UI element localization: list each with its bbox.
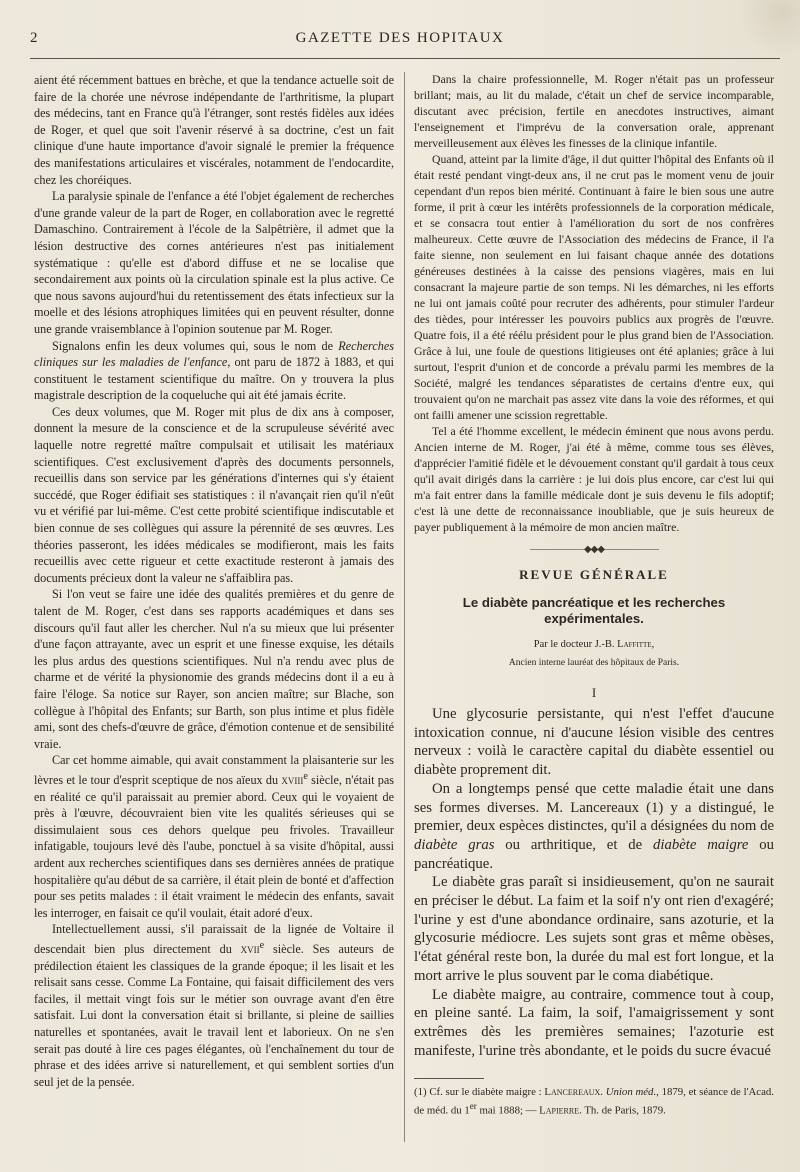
paragraph: Car cet homme aimable, qui avait constamment la plaisanterie sur les lèvres et le tour d'esprit sceptique de nos aïeux du xviii$^e$ siècle, n'était pas en réalité ce qu'il paraissait au premier abord. Ceux qui le voyaient de près à l'œuvre, découvraient bien vite les qualités sérieuses qui se dissimulaient sous ces dehors quelque peu frivoles. Travailleur infatigable, toujours levé dès l'aube, ponctuel à sa visite d'hôpital, aussi ardent aux recherches scientifiques dans ses dernières années de pratique hospitalière qu'au début de sa carrière, il était plein de bonté et d'affection pour ses petits malades : il était vraiment le médecin des enfants, savait les interroger, en faisait ce qu'il voulait, était adoré d'eux. bbox=[34, 753, 394, 920]
column-divider bbox=[404, 72, 405, 1142]
footnote-rule bbox=[414, 1078, 484, 1079]
paragraph: Le diabète gras paraît si insidieusement, qu'on ne saurait en préciser le début. La faim et la soif n'y ont rien d'exagéré; l'urine y est d'une abondance ordinaire, sans azoturie, et la glycosurie médiocre. Les sujets sont gras et même obèses, l'état général reste bon, la durée du mal est fort longue, et la mort arrive le plus souvent par le coma diabétique. bbox=[414, 874, 774, 984]
book-title: Recherches cliniques sur les maladies de l'enfance bbox=[34, 338, 394, 370]
paragraph: Signalons enfin les deux volumes qui, sous le nom de Recherches cliniques sur les maladies de l'enfance, ont paru de 1872 à 1883, et qui constituent le testament scientifique du maître. On y trouvera la plus magistrale description de la coqueluche qui ait été jamais écrite. bbox=[34, 338, 394, 403]
section-title: REVUE GÉNÉRALE bbox=[519, 567, 669, 582]
journal-title: GAZETTE DES HOPITAUX bbox=[295, 30, 505, 46]
byline: Par le docteur J.-B. Laffitte, bbox=[533, 639, 655, 650]
author-affiliation: Ancien interne lauréat des hôpitaux de Paris. bbox=[508, 658, 680, 668]
paragraph: aient été récemment battues en brèche, et que la tendance actuelle soit de faire de la chorée une névrose indépendante de l'arthritisme, la plupart des médecins, tant en France qu'à l'étranger, sont restés fidèles aux idées de Roger, et quel que soit l'avenir réservé à sa doctrine, c'est un fait clinique d'une haute importance d'avoir signalé le premier la fréquence des manifestations articulaires et viscérales, notamment de l'endocardite, chez les choréiques. bbox=[34, 73, 394, 187]
paragraph: Si l'on veut se faire une idée des qualités premières et du genre de talent de M. Roger, c'est dans ses rapports académiques et dans ses discours qu'il faut aller les chercher. Nul n'a su mieux que lui présenter d'une façon attrayante, avec un esprit et une finesse exquise, les détails les plus ardus des questions scientifiques. Nul n'a rendu avec plus de charme et de vérité la physionomie des grands médecins dont il a eu à faire l'éloge. Sa notice sur Rayer, son ancien maître; sur Blache, son collègue à l'hôpital des Enfants; sur Barth, son plus intime et plus fidèle ami, sont des chefs-d'œuvre de grâce, d'émotion contenue et de sensibilité vraie. bbox=[34, 587, 394, 751]
right-column bbox=[414, 72, 774, 1118]
paragraph: Le diabète maigre, au contraire, commence tout à coup, en pleine santé. La faim, la soif, l'amaigrissement y sont extrêmes dès les premières semaines; l'azoturie est manifeste, l'urine très abondante, et le poids du sucre évacué bbox=[414, 986, 774, 1059]
paragraph: Une glycosurie persistante, qui n'est l'effet d'aucune intoxication connue, ni d'aucune lésion visible des centres nerveux : voilà le caractère capital du diabète essentiel ou diabète proprement dit. bbox=[414, 706, 774, 779]
left-column bbox=[34, 72, 394, 1090]
header-rule bbox=[30, 58, 780, 59]
paragraph: Ces deux volumes, que M. Roger mit plus de dix ans à composer, donnent la mesure de la conscience et de la scrupuleuse sévérité avec laquelle notre regretté maître compulsait et utilisait les matériaux scientifiques. C'est exclusivement d'après des documents personnels, recueillis dans son service par les générations d'internes qui s'y étaient succédé, que Roger édifiait ses statistiques : il n'avançait rien qu'il n'eût vu et vérifié par lui-même. C'est cette probité scientifique indiscutable et bien connue de ses collègues qui assure la pérennité de ses œuvres. Les théories passeront, les idées médicales se modifieront, mais les faits recueillis avec cette rigueur et cette exactitude resteront à jamais des documents précieux dont la valeur ne s'affaiblira pas. bbox=[34, 404, 394, 585]
footnote: (1) Cf. sur le diabète maigre : Lancereaux. Union méd., 1879, et séance de l'Acad. de méd. du 1er mai 1888; — Lapierre. Th. de Paris, 1879. bbox=[414, 1086, 774, 1117]
paragraph: Quand, atteint par la limite d'âge, il dut quitter l'hôpital des Enfants où il était resté pendant vingt-deux ans, il ne crut pas le moment venu de jouir cependant d'un repos bien mérité. Continuant à faire le bien sous une autre forme, il prit à cœur les intérêts professionnels de la corporation médicale, et se consacra tout entier à l'amélioration du sort de nos confrères malheureux. Cette œuvre de l'Association des médecins de France, il l'a faite sienne, non seulement en lui faisant chaque année des dotations généreuses destinées à la caisse des pensions viagères, mais en lui consacrant la majeure partie de son temps. Ni les démarches, ni les efforts ne lui ont jamais coûté pour recruter des adhérents, pour stimuler l'ardeur des tièdes, pour intéresser les pouvoirs publics aux progrès de l'œuvre. Quatre fois, il a été réélu président pour le plus grand bien de l'Association. Grâce à lui, une foule de questions litigieuses ont été aplanies; grâce à lui surtout, l'esprit d'union et de concorde a prévalu parmi les membres de la Société, malgré les tendances séparatistes de certains d'entre eux, qui trouvaient qu'on ne marchait pas assez vite dans la voie des réformes, et qui ont failli amener une scission regrettable. bbox=[414, 153, 774, 422]
section-ornament: ——————◆◆◆—————— bbox=[529, 544, 659, 555]
page-header bbox=[24, 30, 776, 52]
article-title: Le diabète pancréatique et les recherches expérimentales. bbox=[462, 595, 726, 626]
paragraph: Dans la chaire professionnelle, M. Roger n'était pas un professeur brillant; mais, au lit du malade, c'était un chef de service incomparable, discutant avec précision, fertile en anecdotes instructives, aimant l'enseignement et l'imprévu de la conversation orale, apprenant merveilleusement aux élèves les finesses de la clinique infantile. bbox=[414, 73, 774, 150]
paragraph: La paralysie spinale de l'enfance a été l'objet également de recherches d'une grande valeur de la part de Roger, en collaboration avec le regretté Damaschino. Contrairement à l'école de la Salpêtrière, il admet que la lésion destructive des cornes antérieures n'est pas initialement systématique : qu'elle est d'abord diffuse et ne se localise que secondairement aux points où la circulation spinale est la plus active. Ce que nous savons aujourd'hui du retentissement des états infectieux sur la moelle et des lésions atrophiques limitées qui en peuvent résulter, donne une grande vraisemblance à l'opinion soutenue par M. Roger. bbox=[34, 189, 394, 336]
author-name: Laffitte bbox=[617, 639, 652, 650]
paragraph: Tel a été l'homme excellent, le médecin éminent que nous avons perdu. Ancien interne de M. Roger, j'ai été à même, comme tous ses élèves, d'apprécier l'amitié fidèle et le dévouement constant qu'il gardait à tous ceux qu'il avait dirigés dans la carrière : je lui dois plus encore, car c'est lui qui m'a fait entrer dans la famille médicale dont je suis devenu le fils adoptif; c'est là une dette de reconnaissance inoubliable, que je suis heureux de payer publiquement à la mémoire de mon ancien maître. bbox=[414, 425, 774, 534]
paragraph: Intellectuellement aussi, s'il paraissait de la lignée de Voltaire il descendait bien plus directement du xvii$^e$ siècle. Ses auteurs de prédilection étaient les classiques de la grande époque; il les lisait et les relisait sans cesse. Comme La Fontaine, qui faisait difficilement des vers faciles, il mettait vingt fois sur le métier son ouvrage avant d'en être satisfait. Lui dont la conversation était si brillante, si pleine de saillies naturelles et spontanées, avait le travail lent et laborieux. On ne s'en serait pas douté à lire ces pages élégantes, où l'enchaînement du tour de phrase et des idées arrive si naturellement, et qui semblent sorties d'un seul jet de la pensée. bbox=[34, 922, 394, 1089]
page-number: 2 bbox=[30, 30, 38, 46]
part-number: I bbox=[591, 685, 597, 700]
paragraph: On a longtemps pensé que cette maladie était une dans ses formes diverses. M. Lancereaux (1) y a distingué, le premier, deux espèces distinctes, qu'il a désignées du nom de diabète gras ou arthritique, et de diabète maigre ou pancréatique. bbox=[414, 780, 774, 872]
